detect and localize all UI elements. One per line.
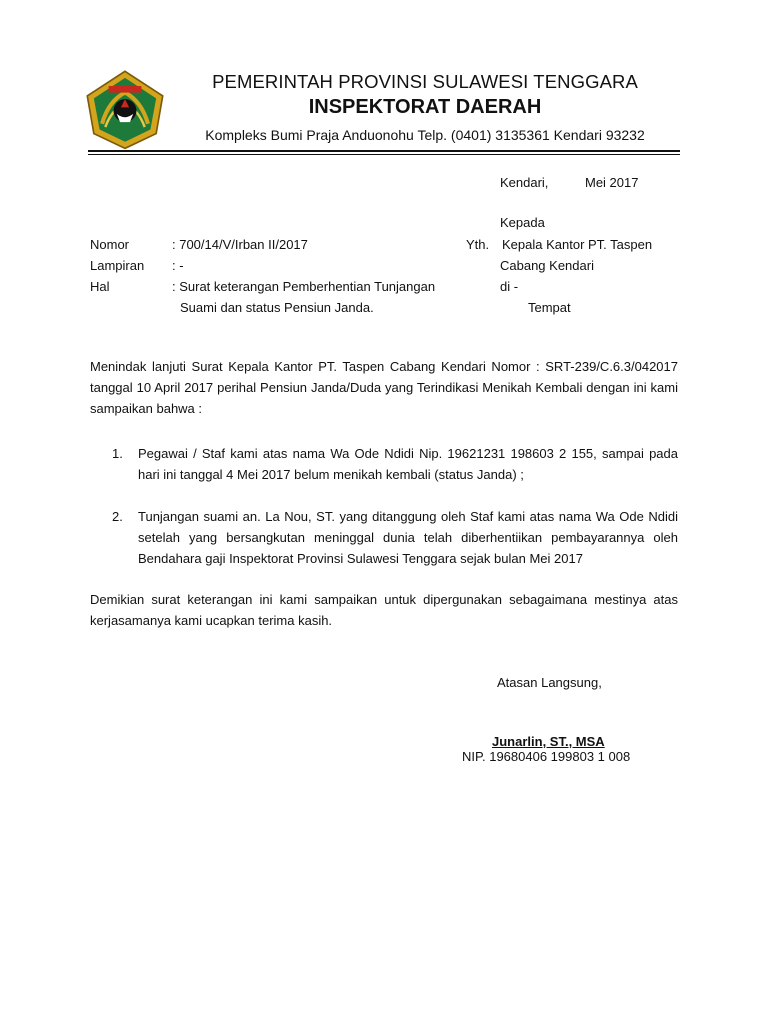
recipient-line-2: Cabang Kendari [500, 258, 594, 273]
hal-value-line-1: : Surat keterangan Pemberhentian Tunjangan [172, 279, 436, 294]
government-name: PEMERINTAH PROVINSI SULAWESI TENGGARA [212, 71, 638, 92]
list-item-number: 2. [112, 509, 123, 524]
list-item-text: Tunjangan suami an. La Nou, ST. yang ditanggung oleh Staf kami atas nama Wa Ode Ndidi setelah yang bersangkutan meninggal dunia telah diberhentiikan pembayarannya oleh Bendahara gaji Inspektorat Provinsi Sulawesi Tenggara sejak bulan Mei 2017 [138, 509, 678, 566]
signature-title: Atasan Langsung, [497, 675, 602, 690]
signer-nip: NIP. 19680406 199803 1 008 [462, 749, 631, 764]
recipient-line-3: di - [500, 279, 519, 294]
signer-name: Junarlin, ST., MSA [492, 734, 605, 749]
lampiran-value: : - [172, 258, 184, 273]
nomor-label: Nomor [90, 237, 130, 252]
recipient-yth: Yth. [466, 237, 490, 252]
recipient-line-4: Tempat [528, 300, 571, 315]
lampiran-label: Lampiran [90, 258, 145, 273]
list-item-number: 1. [112, 446, 123, 461]
recipient-kepada: Kepada [500, 215, 545, 230]
date-city: Kendari, [500, 175, 549, 190]
agency-address: Kompleks Bumi Praja Anduonohu Telp. (0401) 3135361 Kendari 93232 [205, 127, 645, 143]
intro-paragraph: Menindak lanjuti Surat Kepala Kantor PT. Taspen Cabang Kendari Nomor : SRT-239/C.6.3/042017 tanggal 10 April 2017 perihal Pensiun Janda/Duda yang Terindikasi Menikah Kembali dengan ini kami sampaikan bahwa : [90, 359, 678, 416]
list-item-text: Pegawai / Staf kami atas nama Wa Ode Ndidi Nip. 19621231 198603 2 155, sampai pada hari ini tanggal 4 Mei 2017 belum menikah kembali (status Janda) ; [138, 446, 678, 482]
province-emblem-logo [84, 68, 166, 150]
closing-paragraph: Demikian surat keterangan ini kami sampaikan untuk dipergunakan sebagaimana mestinya atas kerjasamanya kami ucapkan terima kasih. [90, 592, 678, 628]
letterhead-rule-thick [88, 150, 680, 152]
recipient-line-1: Kepala Kantor PT. Taspen [502, 237, 653, 252]
date-month-year: Mei 2017 [585, 175, 639, 190]
hal-label: Hal [90, 279, 110, 294]
letterhead-rule-thin [88, 154, 680, 155]
hal-value-line-2: Suami dan status Pensiun Janda. [180, 300, 374, 315]
agency-name: INSPEKTORAT DAERAH [308, 96, 542, 118]
nomor-value: : 700/14/V/Irban II/2017 [172, 237, 308, 252]
